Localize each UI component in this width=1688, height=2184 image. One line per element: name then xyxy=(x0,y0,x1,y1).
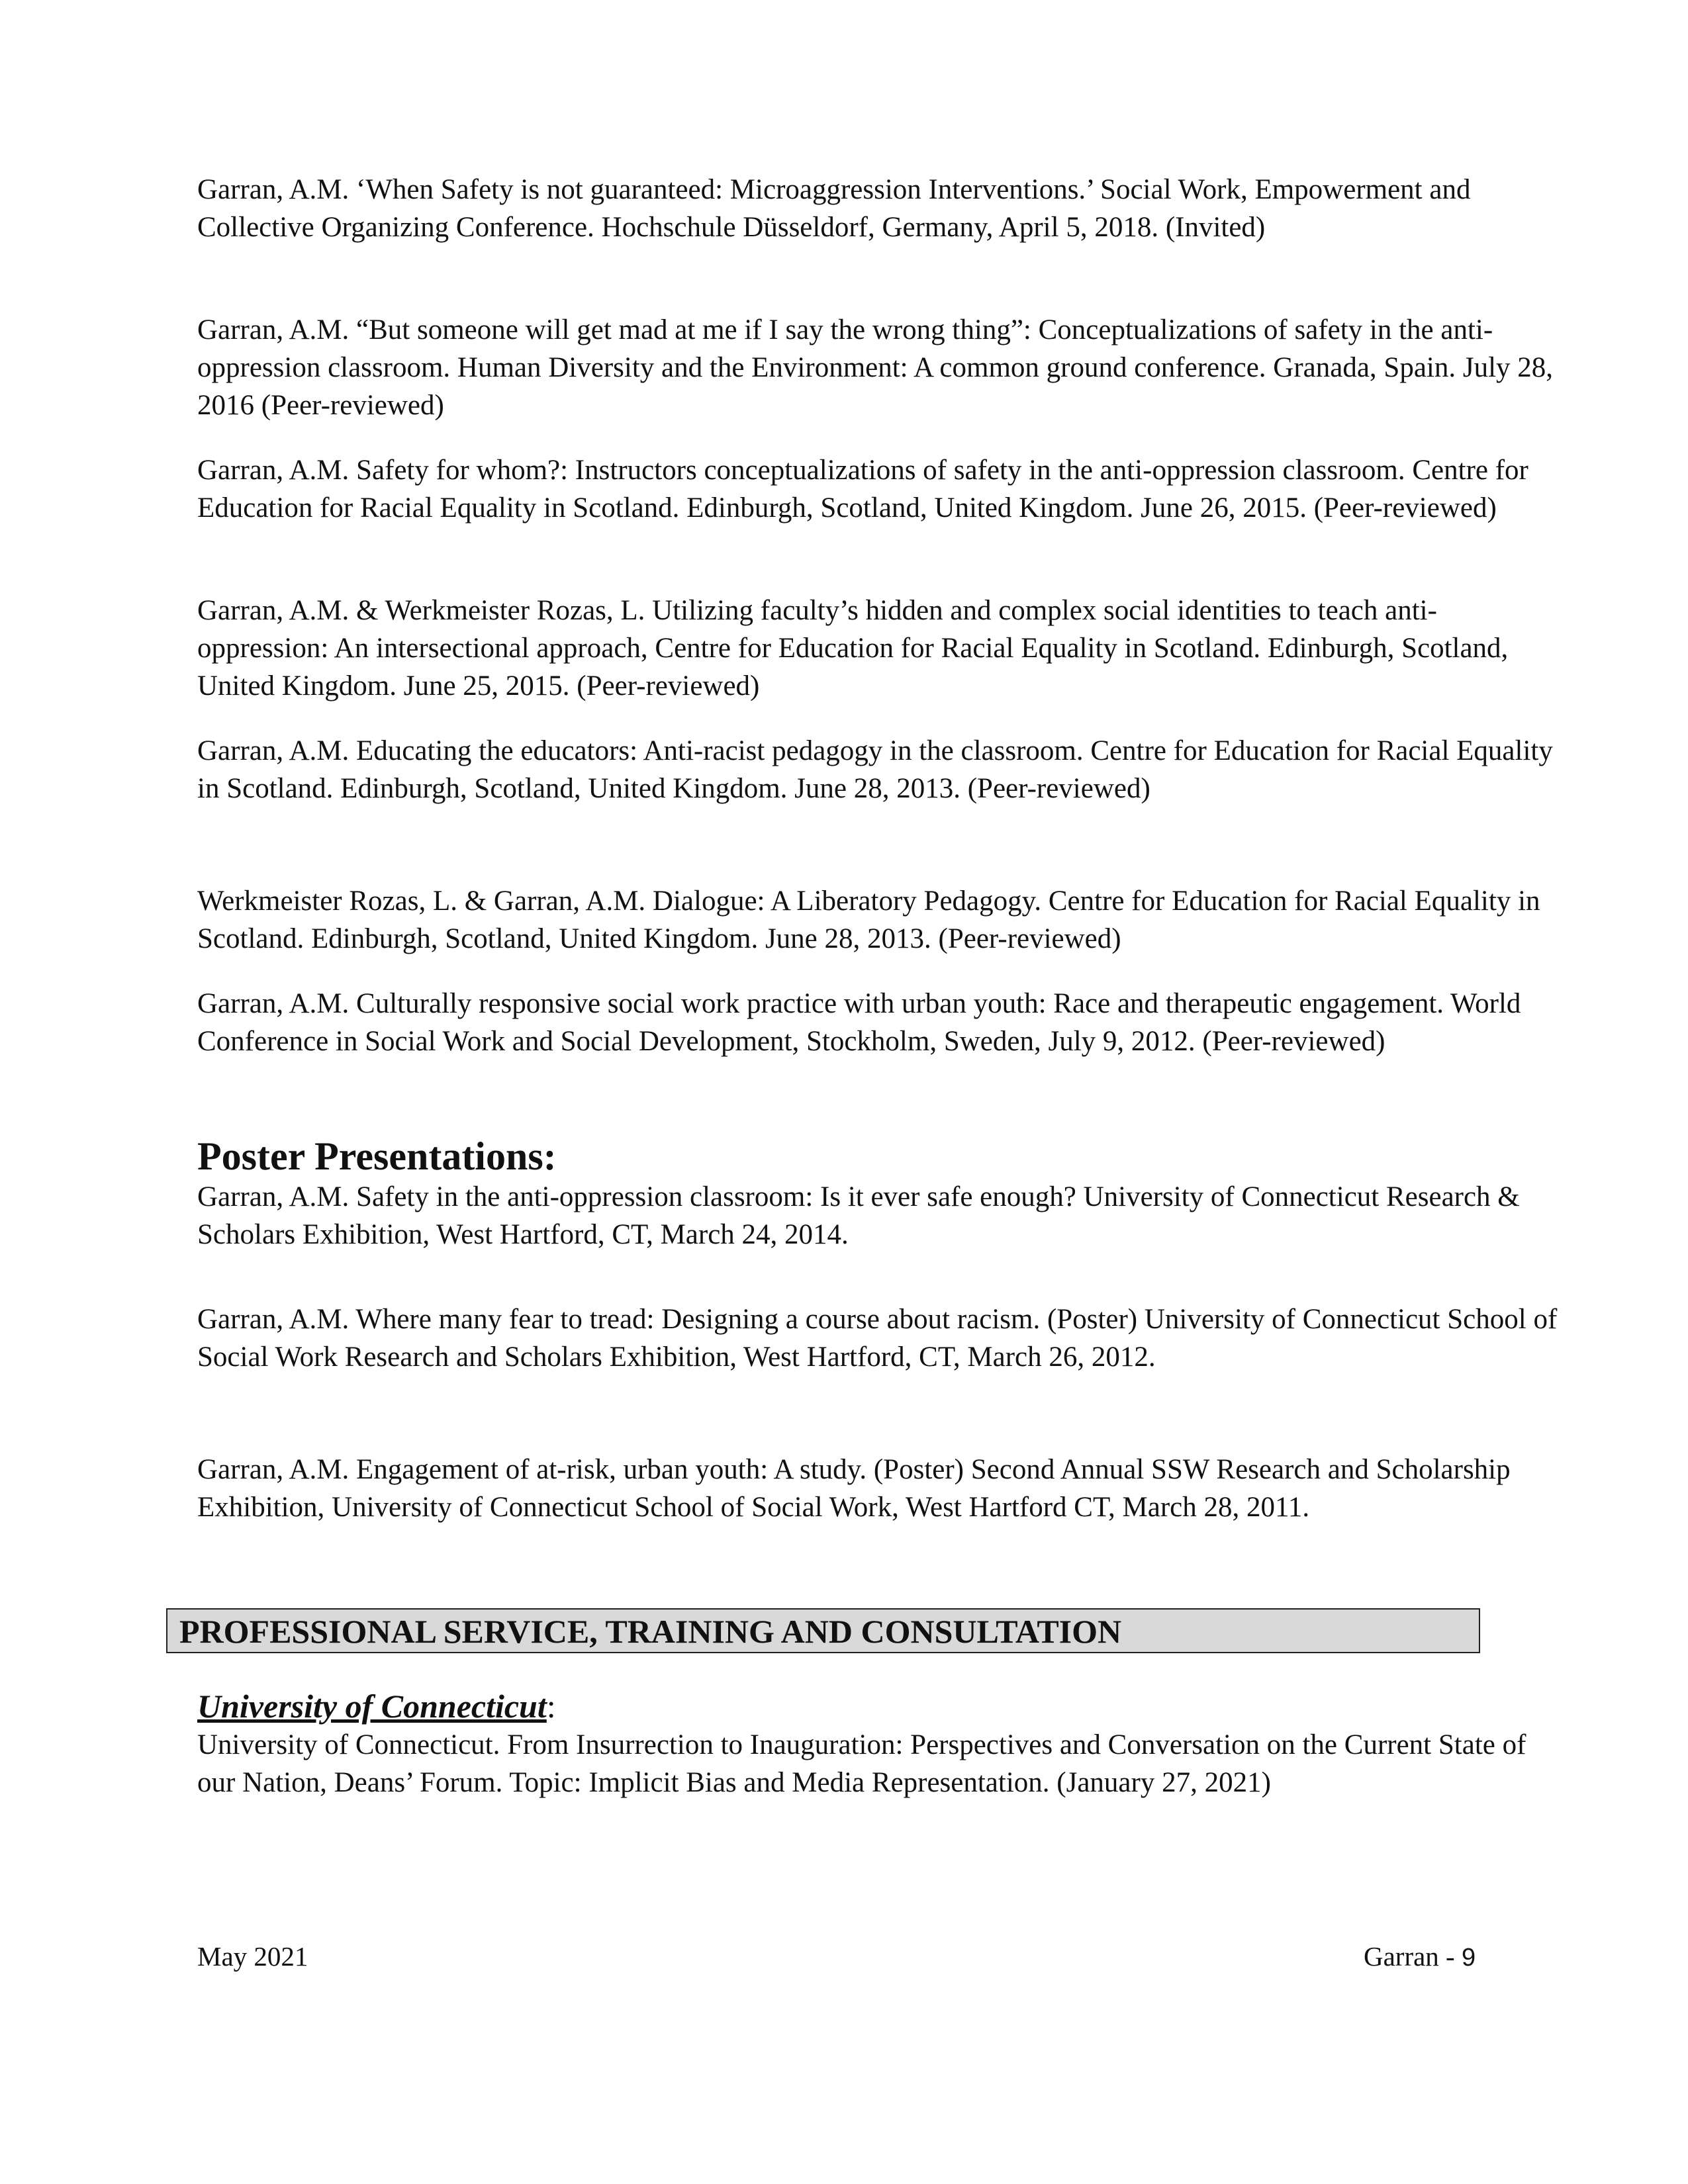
poster-entry-3: Garran, A.M. Engagement of at-risk, urban youth: A study. (Poster) Second Annual SSW Research and Scholarship Exhibition, University of Connecticut School of Social Work, West Hartford CT, March 28, 2011. xyxy=(197,1454,1511,1523)
poster-presentations-heading: Poster Presentations: xyxy=(197,1134,557,1178)
page-number: 9 xyxy=(1461,1944,1476,1972)
footer-date: May 2021 xyxy=(197,1941,308,1972)
presentation-entry-6: Werkmeister Rozas, L. & Garran, A.M. Dialogue: A Liberatory Pedagogy. Centre for Education for Racial Equality in Scotland. Edinburgh, Scotland, United Kingdom. June 28, 2013. (Peer-reviewed) xyxy=(197,886,1540,954)
presentation-entry-3: Garran, A.M. Safety for whom?: Instructors conceptualizations of safety in the anti-oppression classroom. Centre for Education for Racial Equality in Scotland. Edinburgh, Scotland, United Kingdom. June 26, 2015. (Peer-reviewed) xyxy=(197,455,1528,523)
footer-page-label xyxy=(1364,1940,1476,1974)
section-title: PROFESSIONAL SERVICE, TRAINING AND CONSULTATION xyxy=(179,1613,1122,1650)
footer-author: Garran - xyxy=(1364,1941,1462,1972)
institution-name: University of Connecticut xyxy=(197,1688,547,1725)
presentation-entry-2: Garran, A.M. “But someone will get mad at me if I say the wrong thing”: Conceptualizations of safety in the anti-oppression classroom. Human Diversity and the Environment: A common ground conference. Granada, Spain. July 28, 2016 (Peer-reviewed) xyxy=(197,314,1554,421)
poster-entry-2: Garran, A.M. Where many fear to tread: Designing a course about racism. (Poster) University of Connecticut School of Social Work Research and Scholars Exhibition, West Hartford, CT, March 26, 2012. xyxy=(197,1304,1558,1373)
subheading-colon: : xyxy=(546,1688,556,1725)
presentation-entry-5: Garran, A.M. Educating the educators: Anti-racist pedagogy in the classroom. Centre for Education for Racial Equality in Scotland. Edinburgh, Scotland, United Kingdom. June 28, 2013. (Peer-reviewed) xyxy=(197,735,1553,804)
poster-entry-1: Garran, A.M. Safety in the anti-oppression classroom: Is it ever safe enough? University of Connecticut Research & Scholars Exhibition, West Hartford, CT, March 24, 2014. xyxy=(197,1181,1520,1250)
presentation-entry-7: Garran, A.M. Culturally responsive social work practice with urban youth: Race and therapeutic engagement. World Conference in Social Work and Social Development, Stockholm, Sweden, July 9, 2012. (Peer-reviewed) xyxy=(197,988,1521,1057)
service-entry-1: University of Connecticut. From Insurrection to Inauguration: Perspectives and Conversation on the Current State of our Nation, Deans’ Forum. Topic: Implicit Bias and Media Representation. (January 27, 2021) xyxy=(197,1729,1526,1798)
presentation-entry-1: Garran, A.M. ‘When Safety is not guaranteed: Microaggression Interventions.’ Social Work, Empowerment and Collective Organizing Conference. Hochschule Düsseldorf, Germany, April 5, 2018. (Invited) xyxy=(197,174,1471,243)
institution-subheading xyxy=(197,1686,556,1726)
section-header-box xyxy=(166,1608,1480,1653)
presentation-entry-4: Garran, A.M. & Werkmeister Rozas, L. Utilizing faculty’s hidden and complex social identities to teach anti-oppression: An intersectional approach, Centre for Education for Racial Equality in Scotland. Edinburgh, Scotland, United Kingdom. June 25, 2015. (Peer-reviewed) xyxy=(197,595,1509,702)
